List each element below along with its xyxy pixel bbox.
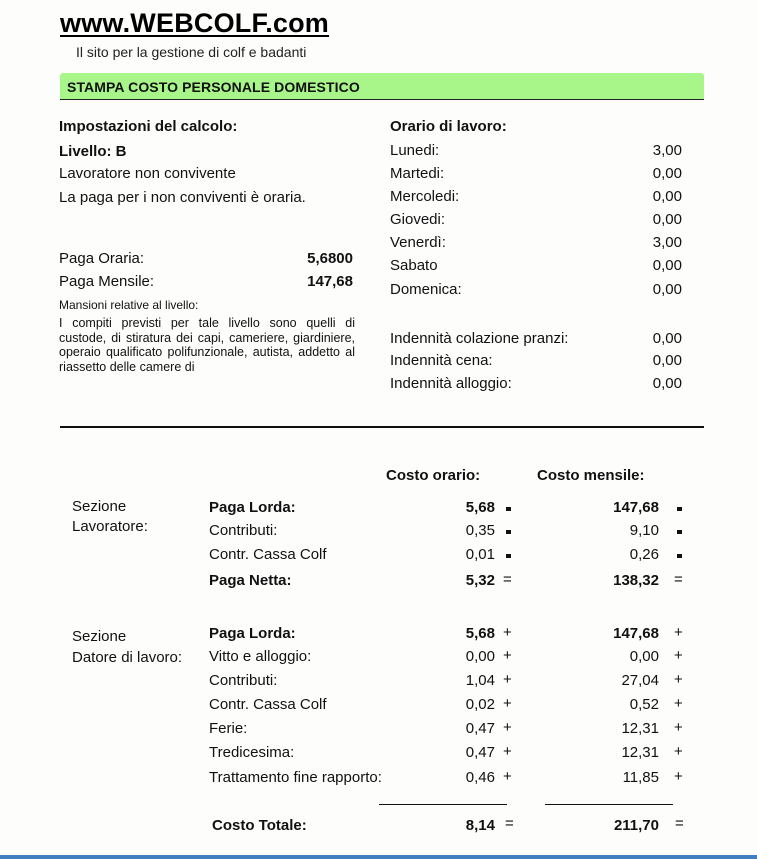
- schedule-day-label: Giovedi:: [390, 211, 446, 228]
- col-header-hourly: Costo orario:: [386, 467, 481, 484]
- cost-row-monthly: 12,31: [621, 744, 659, 761]
- worker-section-label-2: Lavoratore:: [72, 518, 148, 535]
- schedule-day-hours: 3,00: [652, 234, 682, 251]
- divider: [60, 426, 704, 428]
- minus-sign-icon: [677, 530, 682, 534]
- cost-row-label: Contr. Cassa Colf: [209, 696, 327, 713]
- allowance-label: Indennità alloggio:: [390, 375, 512, 392]
- cost-row-hourly: 0,01: [465, 546, 495, 563]
- duties-label: Mansioni relative al livello:: [59, 298, 199, 312]
- schedule-day-label: Mercoledi:: [390, 188, 460, 205]
- plus-sign-icon: +: [503, 695, 512, 712]
- total-label: Costo Totale:: [212, 817, 307, 834]
- pay-note: La paga per i non conviventi è oraria.: [59, 189, 306, 206]
- cost-row-label: Ferie:: [209, 720, 248, 737]
- total-monthly: 211,70: [613, 817, 659, 834]
- section-banner: [60, 73, 704, 100]
- cost-row-monthly: 9,10: [629, 522, 659, 539]
- plus-sign-icon: +: [503, 647, 512, 664]
- allowance-label: Indennità cena:: [390, 352, 493, 369]
- plus-sign-icon: +: [674, 647, 683, 664]
- cost-row-label: Trattamento fine rapporto:: [209, 769, 382, 786]
- cost-row-monthly: 138,32: [613, 572, 659, 589]
- worker-section-label-1: Sezione: [72, 498, 127, 515]
- cost-row-monthly: 12,31: [621, 720, 659, 737]
- schedule-day-label: Domenica:: [390, 281, 462, 298]
- cost-row-label: Paga Lorda:: [209, 625, 296, 642]
- plus-sign-icon: +: [503, 768, 512, 785]
- total-equals-monthly: =: [675, 815, 684, 832]
- cost-row-hourly: 5,68: [465, 625, 495, 642]
- schedule-day-hours: 3,00: [652, 142, 682, 159]
- total-rule-hourly: [379, 804, 507, 805]
- cost-row-hourly: 5,32: [465, 572, 495, 589]
- cost-row-hourly: 0,02: [465, 696, 495, 713]
- plus-sign-icon: +: [503, 719, 512, 736]
- cost-row-monthly: 0,00: [629, 648, 659, 665]
- schedule-day-label: Lunedi:: [390, 142, 440, 159]
- total-equals-hourly: =: [505, 815, 514, 832]
- cost-row-label: Tredicesima:: [209, 744, 295, 761]
- cost-row-label: Contr. Cassa Colf: [209, 546, 327, 563]
- level-label: Livello: B: [59, 143, 127, 160]
- settings-heading: Impostazioni del calcolo:: [59, 118, 238, 135]
- minus-sign-icon: [677, 507, 682, 511]
- cost-row-monthly: 147,68: [613, 625, 659, 642]
- allowance-value: 0,00: [652, 330, 682, 347]
- minus-sign-icon: [506, 507, 511, 511]
- site-title: www.WEBCOLF.com: [60, 8, 330, 38]
- cost-row-hourly: 0,00: [465, 648, 495, 665]
- cost-row-hourly: 1,04: [465, 672, 495, 689]
- cost-row-label: Contributi:: [209, 672, 278, 689]
- equals-sign-icon: =: [503, 571, 512, 588]
- total-rule-monthly: [545, 804, 673, 805]
- cost-row-label: Contributi:: [209, 522, 278, 539]
- schedule-day-hours: 0,00: [652, 211, 682, 228]
- cost-row-hourly: 5,68: [465, 499, 495, 516]
- cost-row-hourly: 0,47: [465, 744, 495, 761]
- plus-sign-icon: +: [503, 671, 512, 688]
- cost-row-monthly: 147,68: [613, 499, 659, 516]
- cost-row-monthly: 27,04: [621, 672, 659, 689]
- cost-row-label: Vitto e alloggio:: [209, 648, 312, 665]
- schedule-day-hours: 0,00: [652, 257, 682, 274]
- cost-row-label: Paga Netta:: [209, 572, 292, 589]
- allowance-label: Indennità colazione pranzi:: [390, 330, 569, 347]
- schedule-day-label: Sabato: [390, 257, 438, 274]
- plus-sign-icon: +: [674, 671, 683, 688]
- equals-sign-icon: =: [674, 571, 683, 588]
- employer-section-label-1: Sezione: [72, 628, 127, 645]
- cost-row-monthly: 11,85: [622, 769, 659, 786]
- cost-row-hourly: 0,47: [465, 720, 495, 737]
- site-subtitle: Il sito per la gestione di colf e badanti: [76, 44, 307, 60]
- minus-sign-icon: [506, 530, 511, 534]
- plus-sign-icon: +: [674, 743, 683, 760]
- cost-row-monthly: 0,26: [629, 546, 659, 563]
- allowance-value: 0,00: [652, 375, 682, 392]
- schedule-day-label: Venerdì:: [390, 234, 446, 251]
- cost-row-hourly: 0,35: [465, 522, 495, 539]
- schedule-day-hours: 0,00: [652, 281, 682, 298]
- plus-sign-icon: +: [674, 695, 683, 712]
- schedule-day-hours: 0,00: [652, 188, 682, 205]
- plus-sign-icon: +: [674, 624, 683, 641]
- worker-type: Lavoratore non convivente: [59, 165, 236, 182]
- minus-sign-icon: [677, 554, 682, 558]
- schedule-day-hours: 0,00: [652, 165, 682, 182]
- allowance-value: 0,00: [652, 352, 682, 369]
- cost-row-monthly: 0,52: [629, 696, 659, 713]
- bottom-border: [0, 855, 757, 859]
- hourly-pay-value: 5,6800: [307, 250, 353, 267]
- minus-sign-icon: [506, 554, 511, 558]
- cost-row-label: Paga Lorda:: [209, 499, 296, 516]
- schedule-day-label: Martedi:: [390, 165, 445, 182]
- plus-sign-icon: +: [503, 624, 512, 641]
- schedule-heading: Orario di lavoro:: [390, 118, 507, 135]
- monthly-pay-label: Paga Mensile:: [59, 273, 155, 290]
- plus-sign-icon: +: [674, 768, 683, 785]
- plus-sign-icon: +: [674, 719, 683, 736]
- total-hourly: 8,14: [465, 817, 495, 834]
- employer-section-label-2: Datore di lavoro:: [72, 649, 183, 666]
- plus-sign-icon: +: [503, 743, 512, 760]
- cost-row-hourly: 0,46: [465, 769, 495, 786]
- duties-text: I compiti previsti per tale livello sono quelli di custode, di stiratura dei capi, cameriere, giardiniere, operaio qualificato polifunzionale, autista, addetto al riassetto delle camere di: [59, 316, 355, 374]
- monthly-pay-value: 147,68: [307, 273, 353, 290]
- banner-title: STAMPA COSTO PERSONALE DOMESTICO: [67, 79, 360, 95]
- col-header-monthly: Costo mensile:: [537, 467, 645, 484]
- hourly-pay-label: Paga Oraria:: [59, 250, 145, 267]
